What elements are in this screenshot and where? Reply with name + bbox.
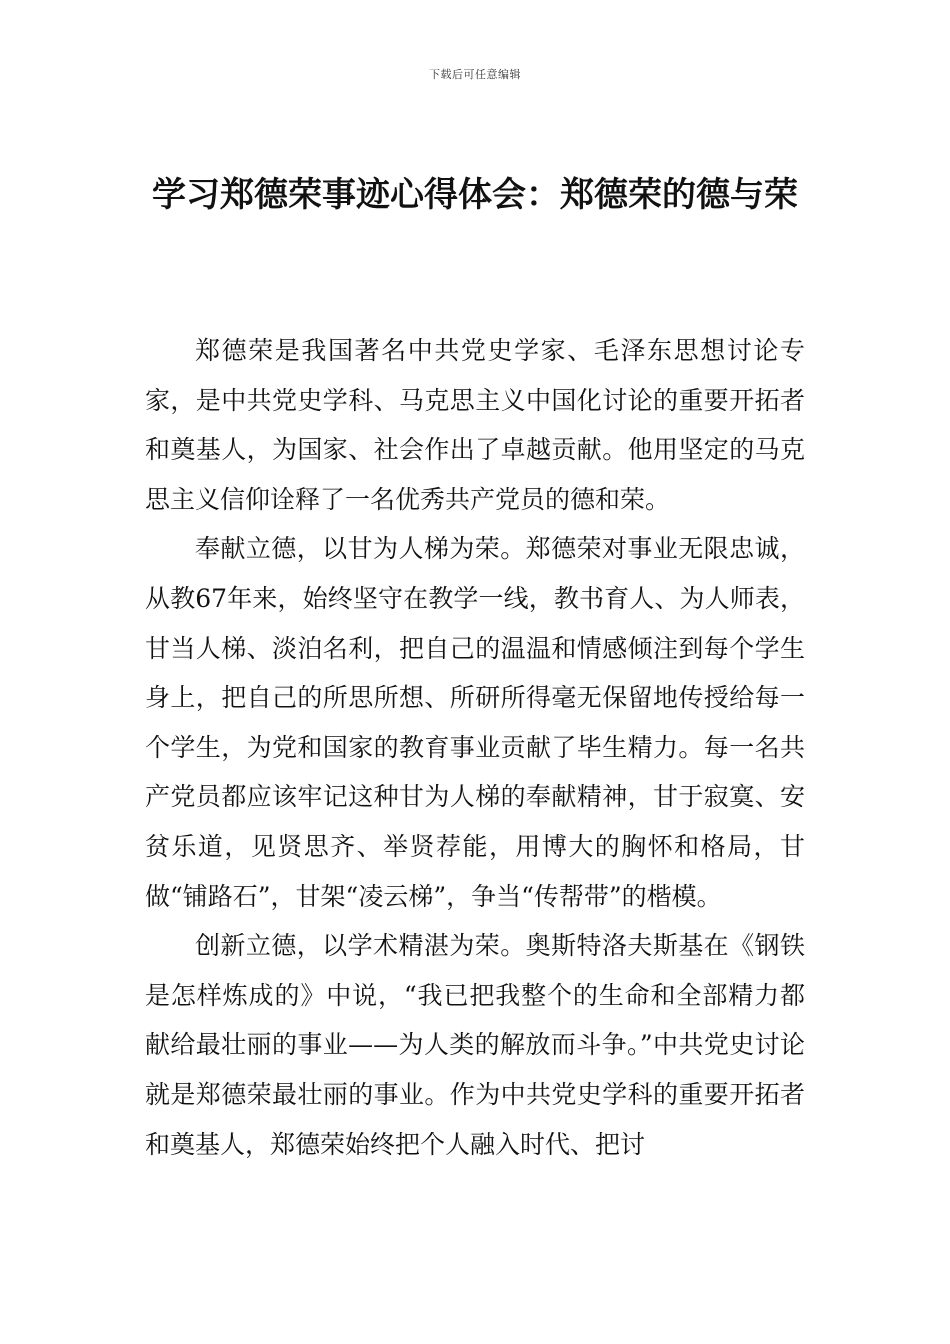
document-title: 学习郑德荣事迹心得体会：郑德荣的德与荣: [152, 175, 798, 215]
document-body: [145, 326, 805, 1169]
paragraph-3: 创新立德，以学术精湛为荣。奥斯特洛夫斯基在《钢铁是怎样炼成的》中说，“我已把我整个的生命和全部精力都献给最壮丽的事业——为人类的解放而斗争。”中共党史讨论就是郑德荣最壮丽的事业。作为中共党史学科的重要开拓者和奠基人，郑德荣始终把个人融入时代、把讨: [145, 931, 805, 1159]
paragraph-1: 郑德荣是我国著名中共党史学家、毛泽东思想讨论专家，是中共党史学科、马克思主义中国化讨论的重要开拓者和奠基人，为国家、社会作出了卓越贡献。他用坚定的马克思主义信仰诠释了一名优秀共产党员的德和荣。: [145, 336, 805, 514]
paragraph-2: 奉献立德，以甘为人梯为荣。郑德荣对事业无限忠诚，从教67年来，始终坚守在教学一线，教书育人、为人师表，甘当人梯、淡泊名利，把自己的温温和情感倾注到每个学生身上，把自己的所思所想、所研所得毫无保留地传授给每一个学生，为党和国家的教育事业贡献了毕生精力。每一名共产党员都应该牢记这种甘为人梯的奉献精神，甘于寂寞、安贫乐道，见贤思齐、举贤荐能，用博大的胸怀和格局，甘做“铺路石”，甘架“凌云梯”，争当“传帮带”的楷模。: [145, 534, 805, 911]
header-note: 下载后可任意编辑: [429, 68, 521, 81]
